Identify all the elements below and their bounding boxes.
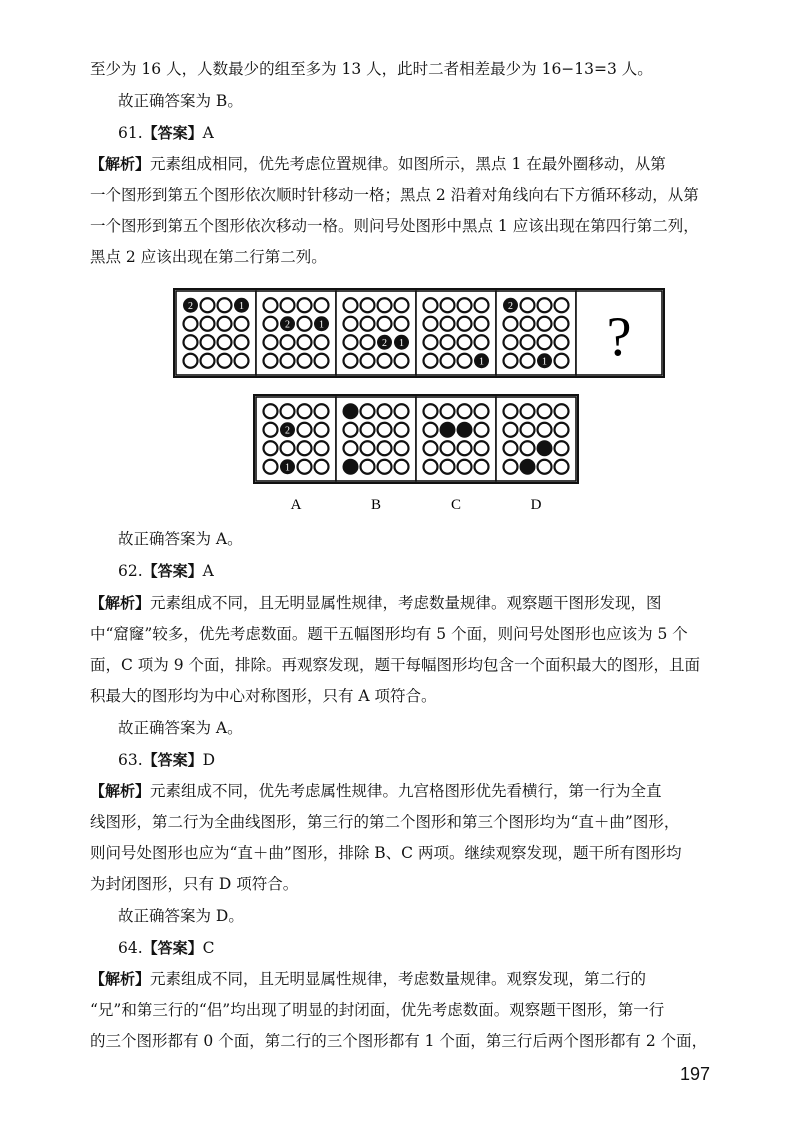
answer-statement: 故正确答案为 A。 xyxy=(118,530,243,548)
option-label: A xyxy=(290,497,302,513)
black-dot xyxy=(457,422,473,438)
answer-heading-64 xyxy=(118,937,720,959)
analysis-text: 元素组成不同，优先考虑属性规律。九宫格图形优先看横行，第一行为全直 xyxy=(150,782,662,800)
analysis-text: 元素组成不同，且无明显属性规律，考虑数量规律。观察发现，第二行的 xyxy=(150,970,647,988)
question-number: 64. xyxy=(118,939,143,957)
black-dot xyxy=(440,422,456,438)
dot-number: 1 xyxy=(239,300,244,312)
sequence-panel-1 xyxy=(176,291,256,375)
dot-number: 2 xyxy=(285,425,290,437)
text-line: 积最大的图形均为中心对称图形，只有 A 项符合。 xyxy=(90,687,437,705)
text-line: 的三个图形都有 0 个面，第二行的三个图形都有 1 个面，第三行后两个图形都有 2 个面， xyxy=(90,1032,708,1050)
analysis-tag: 【解析】 xyxy=(90,782,151,800)
text-line xyxy=(90,153,720,175)
question-number: 61. xyxy=(118,124,143,142)
answer-letter: A xyxy=(202,124,214,142)
dot-number: 1 xyxy=(319,319,324,331)
answer-letter: C xyxy=(202,939,215,957)
sequence-panel-5 xyxy=(496,291,576,375)
text-line xyxy=(90,968,720,990)
analysis-text: 元素组成相同，优先考虑位置规律。如图所示，黑点 1 在最外圈移动，从第 xyxy=(150,155,666,173)
analysis-tag: 【解析】 xyxy=(90,594,151,612)
option-label: D xyxy=(530,497,542,513)
text-line: 线图形，第二行为全曲线图形，第三行的第二个图形和第三个图形均为“直＋曲”图形， xyxy=(90,813,680,831)
black-dot xyxy=(537,440,553,456)
text-line: 中“窟窿”较多，优先考虑数面。题干五幅图形均有 5 个面，则问号处图形也应该为 5 个 xyxy=(90,625,688,643)
dot-number: 2 xyxy=(188,300,193,312)
black-dot xyxy=(343,459,359,475)
dot-number: 1 xyxy=(285,462,290,474)
answer-heading-61 xyxy=(118,122,720,144)
answer-heading-62 xyxy=(118,560,720,582)
panel-frame xyxy=(256,291,336,375)
dot-number: 2 xyxy=(382,337,387,349)
text-line: 黑点 2 应该出现在第二行第二列。 xyxy=(90,248,327,266)
answer-tag: 【答案】 xyxy=(142,124,203,142)
analysis-tag: 【解析】 xyxy=(90,155,151,173)
question-mark: ? xyxy=(606,306,632,368)
question-number: 62. xyxy=(118,562,143,580)
analysis-tag: 【解析】 xyxy=(90,970,151,988)
text-line xyxy=(90,780,720,802)
analysis-text: 元素组成不同，且无明显属性规律，考虑数量规律。观察题干图形发现，图 xyxy=(150,594,662,612)
dot-number: 1 xyxy=(399,337,404,349)
black-dot xyxy=(343,403,359,419)
answer-statement: 故正确答案为 B。 xyxy=(118,92,243,110)
panel-frame xyxy=(416,397,496,481)
answer-tag: 【答案】 xyxy=(142,751,203,769)
sequence-panel-3 xyxy=(336,291,416,375)
option-label: C xyxy=(450,497,462,513)
answer-tag: 【答案】 xyxy=(142,939,203,957)
answer-letter: D xyxy=(202,751,216,769)
panel-frame xyxy=(496,397,576,481)
panel-frame xyxy=(256,397,336,481)
answer-heading-63 xyxy=(118,749,720,771)
text-line: 为封闭图形，只有 D 项符合。 xyxy=(90,875,299,893)
dot-number: 1 xyxy=(479,356,484,368)
panel-frame xyxy=(336,291,416,375)
page-number: 197 xyxy=(680,1064,711,1084)
text-line: 一个图形到第五个图形依次顺时针移动一格；黑点 2 沿着对角线向右下方循环移动，从第 xyxy=(90,186,699,204)
text-line xyxy=(90,592,720,614)
dot-number: 1 xyxy=(542,356,547,368)
answer-statement: 故正确答案为 A。 xyxy=(118,719,243,737)
text-line: 面，C 项为 9 个面，排除。再观察发现，题干每幅图形均包含一个面积最大的图形，且面 xyxy=(90,656,701,674)
question-number: 63. xyxy=(118,751,143,769)
option-panel-A xyxy=(256,397,336,481)
option-label: B xyxy=(370,497,382,513)
text-line: 则问号处图形也应为“直＋曲”图形，排除 B、C 两项。继续观察发现，题干所有图形均 xyxy=(90,844,682,862)
sequence-panel-4 xyxy=(416,291,496,375)
answer-tag: 【答案】 xyxy=(142,562,203,580)
sequence-panel-2 xyxy=(256,291,336,375)
answer-letter: A xyxy=(202,562,214,580)
black-dot xyxy=(520,459,536,475)
option-panel-B xyxy=(336,397,416,481)
answer-statement: 故正确答案为 D。 xyxy=(118,907,244,925)
text-line: 至少为 16 人，人数最少的组至多为 13 人，此时二者相差最少为 16−13=3 人。 xyxy=(90,60,653,78)
option-panel-C xyxy=(416,397,496,481)
text-line: “兄”和第三行的“侣”均出现了明显的封闭面，优先考虑数面。观察题干图形，第一行 xyxy=(90,1001,665,1019)
text-line: 一个图形到第五个图形依次移动一格。则问号处图形中黑点 1 应该出现在第四行第二列， xyxy=(90,217,699,235)
option-panel-D xyxy=(496,397,576,481)
dot-number: 2 xyxy=(285,319,290,331)
figure-61 xyxy=(170,285,670,515)
dot-number: 2 xyxy=(508,300,513,312)
